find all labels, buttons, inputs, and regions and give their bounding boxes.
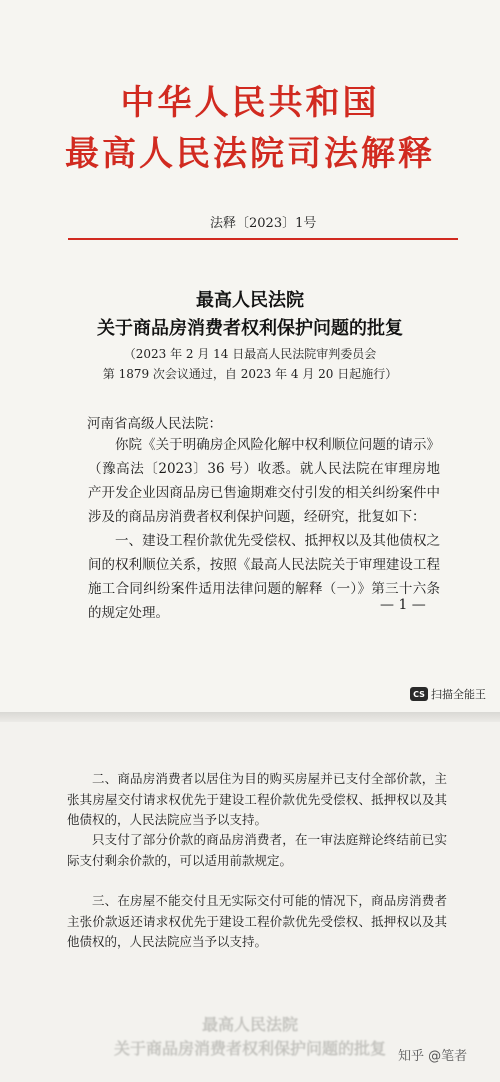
adoption-note-line1: （2023 年 2 月 14 日最高人民法院审判委员会 (123, 347, 377, 361)
body-paragraph-1: 你院《关于明确房企风险化解中权利顺位问题的请示》（豫高法〔2023〕36 号）收悉。就人民法院在审理房地产开发企业因商品房已售逾期难交付引发的相关纠纷案件中涉及的商品房消费者权利保护问题，经研究，批复如下： (88, 437, 440, 525)
bleed-through-line2: 关于商品房消费者权利保护问题的批复 (113, 1039, 386, 1058)
header-title-line2: 最高人民法院司法解释 (65, 134, 435, 174)
body-paragraph-4: 只支付了部分价款的商品房消费者，在一审法庭辩论终结前已实际支付剩余价款的，可以适用前款规定。 (67, 832, 447, 868)
body-paragraph-2: 一、建设工程价款优先受偿权、抵押权以及其他债权之间的权利顺位关系，按照《最高人民法院关于审理建设工程施工合同纠纷案件适用法律问题的解释（一）》第三十六条的规定处理。 (88, 533, 440, 621)
adoption-note-line2: 第 1879 次会议通过，自 2023 年 4 月 20 日起施行） (102, 367, 398, 381)
camscanner-logo-icon: CS (410, 687, 428, 701)
source-watermark: 知乎 @笔者 (398, 1049, 468, 1064)
issuing-court: 最高人民法院 (196, 290, 304, 311)
document-title: 关于商品房消费者权利保护问题的批复 (97, 318, 403, 339)
scanner-label: 扫描全能王 (431, 688, 486, 701)
addressee: 河南省高级人民法院： (87, 416, 222, 432)
body-paragraph-3: 二、商品房消费者以居住为目的购买房屋并已支付全部价款，主张其房屋交付请求权优先于建设工程价款优先受偿权、抵押权以及其他债权的，人民法院应当予以支持。 (67, 771, 447, 827)
red-divider (68, 238, 458, 240)
document-number: 法释〔2023〕1号 (210, 216, 317, 231)
body-paragraph-5: 三、在房屋不能交付且无实际交付可能的情况下，商品房消费者主张价款返还请求权优先于建设工程价款优先受偿权、抵押权以及其他债权的，人民法院应当予以支持。 (67, 893, 447, 949)
page-gap (0, 712, 500, 722)
header-title-line1: 中华人民共和国 (120, 83, 380, 123)
bleed-through-line1: 最高人民法院 (201, 1015, 298, 1034)
scanner-badge (410, 686, 486, 702)
page-number: — 1 — (380, 597, 426, 613)
